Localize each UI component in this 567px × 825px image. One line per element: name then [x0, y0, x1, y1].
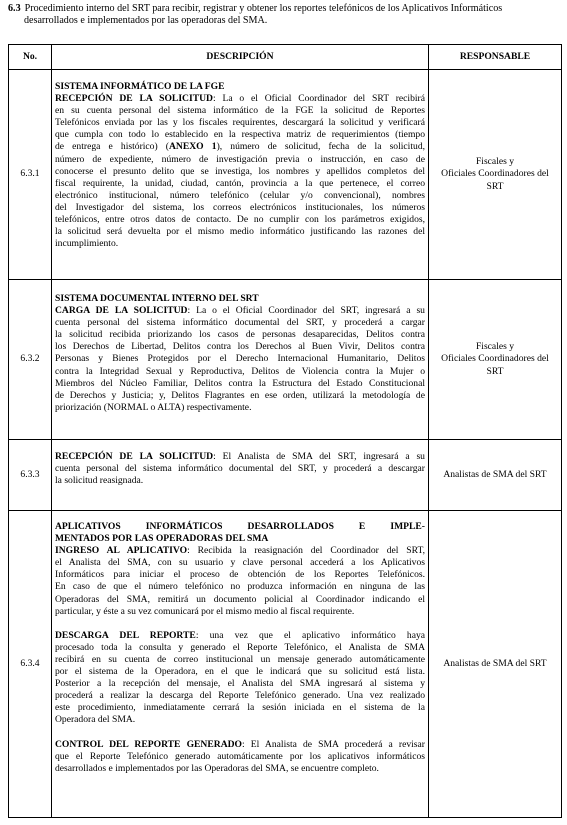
row-responsible: Fiscales y Oficiales Coordinadores del SRT: [429, 70, 562, 280]
desc-line: que cumpla con todo lo establecido en la respectiva matriz de requerimientos (tiempo: [55, 129, 425, 141]
desc-line: En caso de que el número telefónico no produzca información en ninguna de las: [55, 581, 425, 593]
heading-text-1: Procedimiento interno del SRT para recibir, registrar y obtener los reportes telefónicos de los Aplicativos Informáticos: [24, 3, 503, 14]
desc-line: del Investigador del sistema, los correos electrónicos institucionales, los números: [55, 201, 425, 213]
desc-line: electrónico institucional, número telefónico (celular y/o convencional), nombres: [55, 189, 425, 201]
desc-line: particular, y éste a su vez comunicará por el mismo medio al fiscal requirente.: [55, 605, 355, 617]
desc-line: procederá a realizar la descarga del Reporte Telefónico generado. Una vez realizado: [55, 690, 425, 702]
row-number: 6.3.3: [9, 440, 52, 511]
desc-line: de entrega e histórico) (ANEXO 1), número de solicitud, fecha de la solicitud,: [55, 141, 426, 153]
table-header-row: [9, 45, 562, 70]
desc-line: CARGA DE LA SOLICITUD: La o el Oficial Coordinador del SRT, ingresará a su: [55, 305, 425, 317]
row-responsible: Analistas de SMA del SRT: [429, 511, 562, 818]
desc-line: conocerse el presunto delito que se investiga, los nombres y apellidos completos del: [55, 165, 425, 177]
desc-line: RECEPCIÓN DE LA SOLICITUD: El Analista de SMA del SRT, ingresará a su: [55, 451, 425, 462]
desc-line: Telefónicos enviada por las y los fiscales requirentes, descargará la solicitud y verificará: [55, 117, 425, 129]
procedure-table: [8, 44, 562, 818]
row-responsible: Analistas de SMA del SRT: [429, 440, 562, 511]
desc-line: cuenta personal del sistema informático documental del SRT, y procederá a cargar: [55, 317, 425, 329]
desc-line: número de expediente, número de investigación previa o instrucción, en caso de: [55, 153, 425, 165]
row-number: 6.3.4: [9, 511, 52, 818]
desc-line: telefónicos, entre otros datos de contacto. De no cumplir con los parámetros exigidos,: [55, 214, 425, 226]
desc-line: CONTROL DEL REPORTE GENERADO: El Analista de SMA procederá a revisar: [55, 738, 425, 750]
desc-line: de Derechos y Justicia; y, Delitos Flagrantes en ese orden, utilizará la metodología de: [55, 389, 425, 401]
desc-line: priorización (NORMAL o ALTA) respectivamente.: [55, 401, 252, 413]
desc-line: la solicitud será devuelta por el mismo medio informático justificando las razones del: [55, 226, 425, 238]
table-row: [9, 280, 562, 440]
desc-line: DESCARGA DEL REPORTE: una vez que el aplicativo informático haya: [55, 629, 426, 641]
header-responsible: RESPONSABLE: [429, 45, 562, 70]
row-title: MENTADOS POR LAS OPERADORAS DEL SMA: [55, 533, 269, 545]
desc-line: el Analista del SMA, con su usuario y clave personal accederá a los Aplicativos: [55, 557, 425, 569]
desc-line: Posterior a la recepción del mensaje, el Analista del SMA ingresará al sistema y: [55, 678, 425, 690]
desc-line: procesado toda la consulta y generado el Reporte Telefónico, el Analista de SMA: [55, 641, 425, 653]
desc-line: los Derechos de Libertad, Delitos contra los Derechos al Buen Vivir, Delitos contra: [55, 341, 425, 353]
row-title: SISTEMA INFORMÁTICO DE LA FGE: [55, 81, 225, 92]
desc-line: Operadoras del SMA, remitirá un documento policial al Coordinador indicando el: [55, 593, 425, 605]
desc-line: INGRESO AL APLICATIVO: Recibida la reasignación del Coordinador del SRT,: [55, 545, 425, 557]
desc-line: contra la Integridad Sexual y Reproductiva, Delitos de Violencia contra la Mujer o: [55, 365, 425, 377]
header-no: No.: [9, 45, 52, 70]
desc-line: Operadora del SMA.: [55, 714, 136, 726]
desc-line: desarrollados e implementados por las Operadoras del SMA, se encuentre completo.: [55, 762, 379, 774]
desc-line: fiscal requirente, la unidad, ciudad, cantón, provincia a la que pertenece, el correo: [55, 177, 425, 189]
section-number: 6.3: [8, 3, 21, 14]
desc-line: Miembros del Núcleo Familiar, Delitos contra la Estructura del Estado Constitucional: [55, 377, 425, 389]
heading-line-1: [8, 3, 561, 15]
annex-reference: ANEXO 1: [169, 141, 217, 153]
row-description: [52, 440, 429, 511]
desc-line: la solicitud recibida priorizando los casos de personas desaparecidas, Delitos contra: [55, 329, 425, 341]
row-number: 6.3.2: [9, 280, 52, 440]
heading-line-2: desarrollados e implementados por las operadoras del SMA.: [24, 15, 268, 27]
row-title: SISTEMA DOCUMENTAL INTERNO DEL SRT: [55, 293, 259, 304]
table-row: [9, 440, 562, 511]
row-number: 6.3.1: [9, 70, 52, 280]
paragraph-gap: [55, 727, 425, 739]
table-row: [9, 511, 562, 818]
row-title: APLICATIVOS INFORMÁTICOS DESARROLLADOS E IMPLE-: [55, 521, 425, 532]
row-description: [52, 70, 429, 280]
desc-line: cuenta personal del sistema informático documental del SRT, y procederá a descargar: [55, 463, 425, 475]
row-responsible: Fiscales y Oficiales Coordinadores del SRT: [429, 280, 562, 440]
table-row: [9, 70, 562, 280]
desc-line: incumplimiento.: [55, 238, 119, 250]
desc-line: este procedimiento, inmediatamente cerrará la sesión iniciada en el sistema de la: [55, 702, 425, 714]
desc-line: recibirá en su cuenta de correo institucional un mensaje generado automáticamente: [55, 653, 425, 665]
desc-line: en su cuenta personal del sistema informático de la FGE la solicitud de Reportes: [55, 105, 425, 117]
desc-line: Personas y Bienes Protegidos por el Derecho Internacional Humanitario, Delitos: [55, 353, 425, 365]
desc-line: por el sistema de la Operadora, en el que le indicará que su solicitud está lista.: [55, 666, 425, 678]
desc-line: que el Reporte Telefónico generado automáticamente por los aplicativos informáticos: [55, 750, 425, 762]
section-heading: [8, 3, 561, 28]
desc-line: Informáticos para iniciar el proceso de obtención de los Reportes Telefónicos.: [55, 569, 425, 581]
row-description: [52, 511, 429, 818]
header-description: DESCRIPCIÓN: [52, 45, 429, 70]
row-description: [52, 280, 429, 440]
paragraph-gap: [55, 618, 425, 630]
desc-line: la solicitud reasignada.: [55, 475, 144, 487]
desc-line: RECEPCIÓN DE LA SOLICITUD: La o el Oficial Coordinador del SRT recibirá: [55, 93, 425, 105]
